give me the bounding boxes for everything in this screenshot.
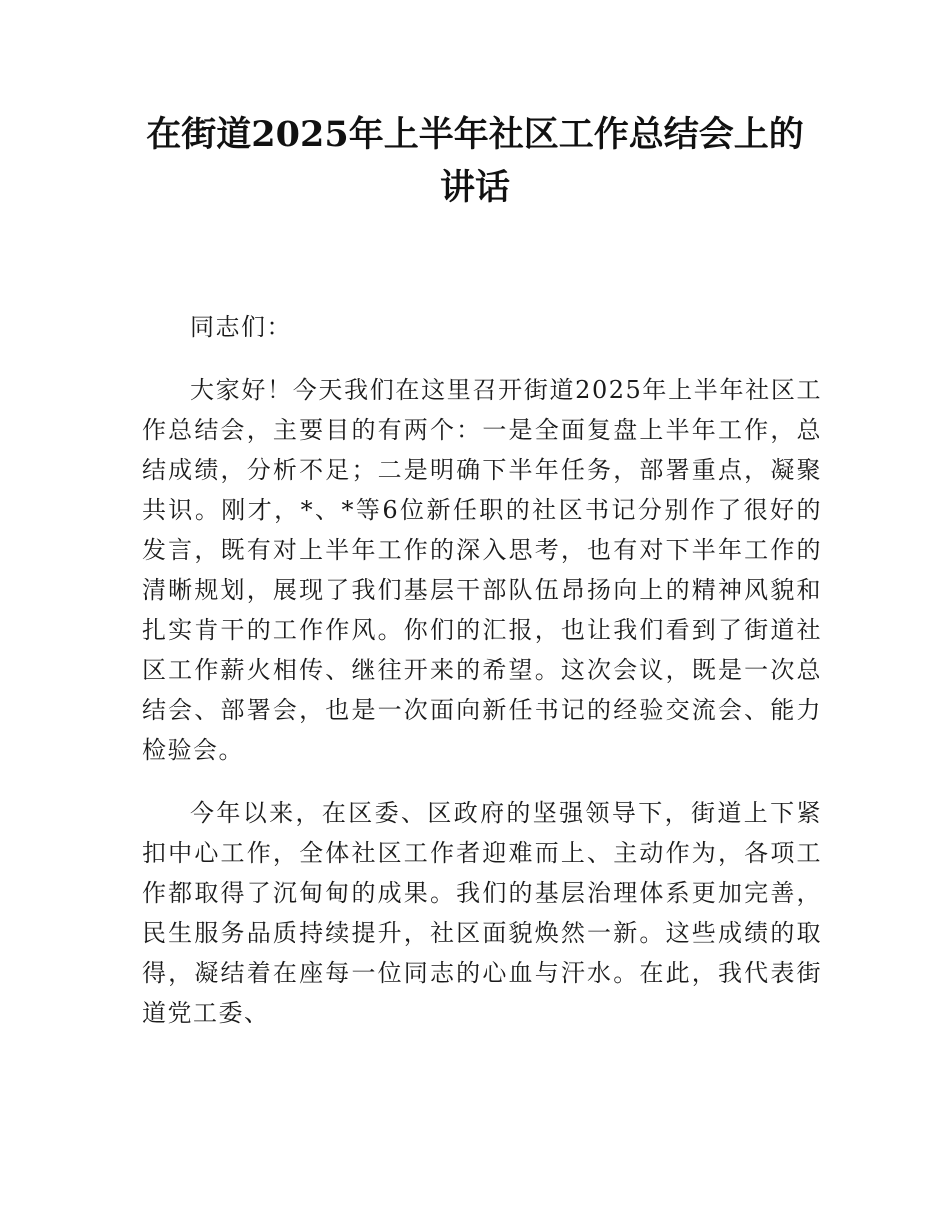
paragraph: 大家好！今天我们在这里召开街道2025年上半年社区工作总结会，主要目的有两个：一是全面复盘上半年工作，总结成绩，分析不足；二是明确下半年任务，部署重点，凝聚共识。刚才，*、*等6位新任职的社区书记分别作了很好的发言，既有对上半年工作的深入思考，也有对下半年工作的清晰规划，展现了我们基层干部队伍昂扬向上的精神风貌和扎实肯干的工作作风。你们的汇报，也让我们看到了街道社区工作薪火相传、继往开来的希望。这次会议，既是一次总结会、部署会，也是一次面向新任书记的经验交流会、能力检验会。	[142, 376, 822, 764]
document-body	[142, 307, 822, 1056]
document-title: 在街道2025年上半年社区工作总结会上的讲话	[146, 114, 804, 208]
salutation: 同志们：	[190, 313, 292, 341]
paragraph: 今年以来，在区委、区政府的坚强领导下，街道上下紧扣中心工作，全体社区工作者迎难而上、主动作为，各项工作都取得了沉甸甸的成果。我们的基层治理体系更加完善，民生服务品质持续提升，社区面貌焕然一新。这些成绩的取得，凝结着在座每一位同志的心血与汗水。在此，我代表街道党工委、	[142, 799, 822, 1027]
